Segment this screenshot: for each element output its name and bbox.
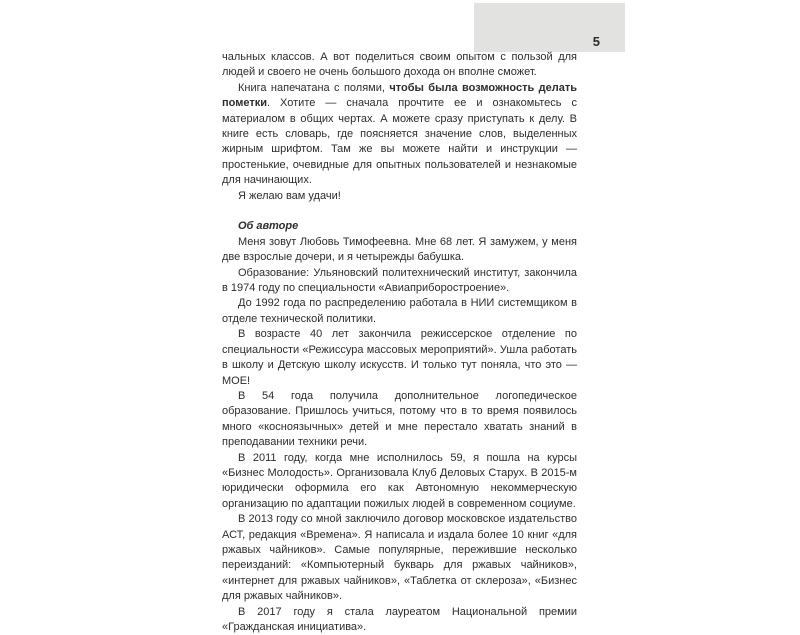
paragraph-2017: В 2017 году я стала лауреатом Национальной премии «Гражданская инициатива». (222, 605, 577, 634)
paragraph-text: Книга напечатана с полями, (238, 81, 390, 94)
paragraph-age-54: В 54 года получила дополнительное логопедическое образование. Пришлось учиться, потому что в то время появилось много «косноязычных» детей и мне перестало хватать знаний в преподавании техники речи. (222, 389, 577, 449)
paragraph-intro: Меня зовут Любовь Тимофеевна. Мне 68 лет. Я замужем, у меня две взрослые дочери, и я четырежды бабушка. (222, 235, 577, 264)
paragraph-work-1992: До 1992 года по распределению работала в НИИ системщиком в отделе технической политики. (222, 297, 577, 325)
paragraph-continuation: чальных классов. А вот поделиться своим опытом с пользой для людей и своего не очень большого дохода он вполне сможет. (222, 51, 577, 79)
paragraph-education: Образование: Ульяновский политехнический институт, закончила в 1974 году по специальности «Авиаприборостроение». (222, 266, 577, 295)
page-text (222, 50, 577, 635)
bold-phrase: чтобы была возможность делать пометки (222, 81, 578, 110)
paragraph-book-note (222, 81, 577, 189)
paragraph-2013: В 2013 году со мной заключило договор московское издательство АСТ, редакция «Времена». Я написала и издала более 10 книг «для ржавых чайников». Самые популярные, пережившие несколько переизданий: «Компьютерный букварь для ржавых чайников», «интернет для ржавых чайников», «Таблетка от склероза», «Бизнес для ржавых чайников». (222, 513, 577, 603)
page-number: 5 (592, 34, 600, 49)
paragraph-wish: Я желаю вам удачи! (238, 189, 341, 202)
page-header-band (474, 3, 625, 52)
section-heading-about-author: Об авторе (238, 220, 299, 233)
paragraph-text: . Хотите — сначала прочтите ее и ознакомьтесь с материалом в общих чертах. А можете сразу приступать к делу. В книге есть словарь, где поясняется значение слов, выделенных жирным шрифтом. Там же вы можете найти и инструкции — простенькие, очевидные для опытных пользователей и незнакомые для начинающих. (222, 97, 577, 187)
paragraph-2011: В 2011 году, когда мне исполнилось 59, я пошла на курсы «Бизнес Молодость». Организовала Клуб Деловых Старух. В 2015-м юридически оформила его как Автономную некоммерческую организацию по адаптации пожилых людей в современном социуме. (222, 451, 577, 510)
paragraph-age-40: В возрасте 40 лет закончила режиссерское отделение по специальности «Режиссура массовых мероприятий». Ушла работать в школу и Детскую школу искусств. И только тут поняла, что это — МОЕ! (222, 328, 577, 387)
